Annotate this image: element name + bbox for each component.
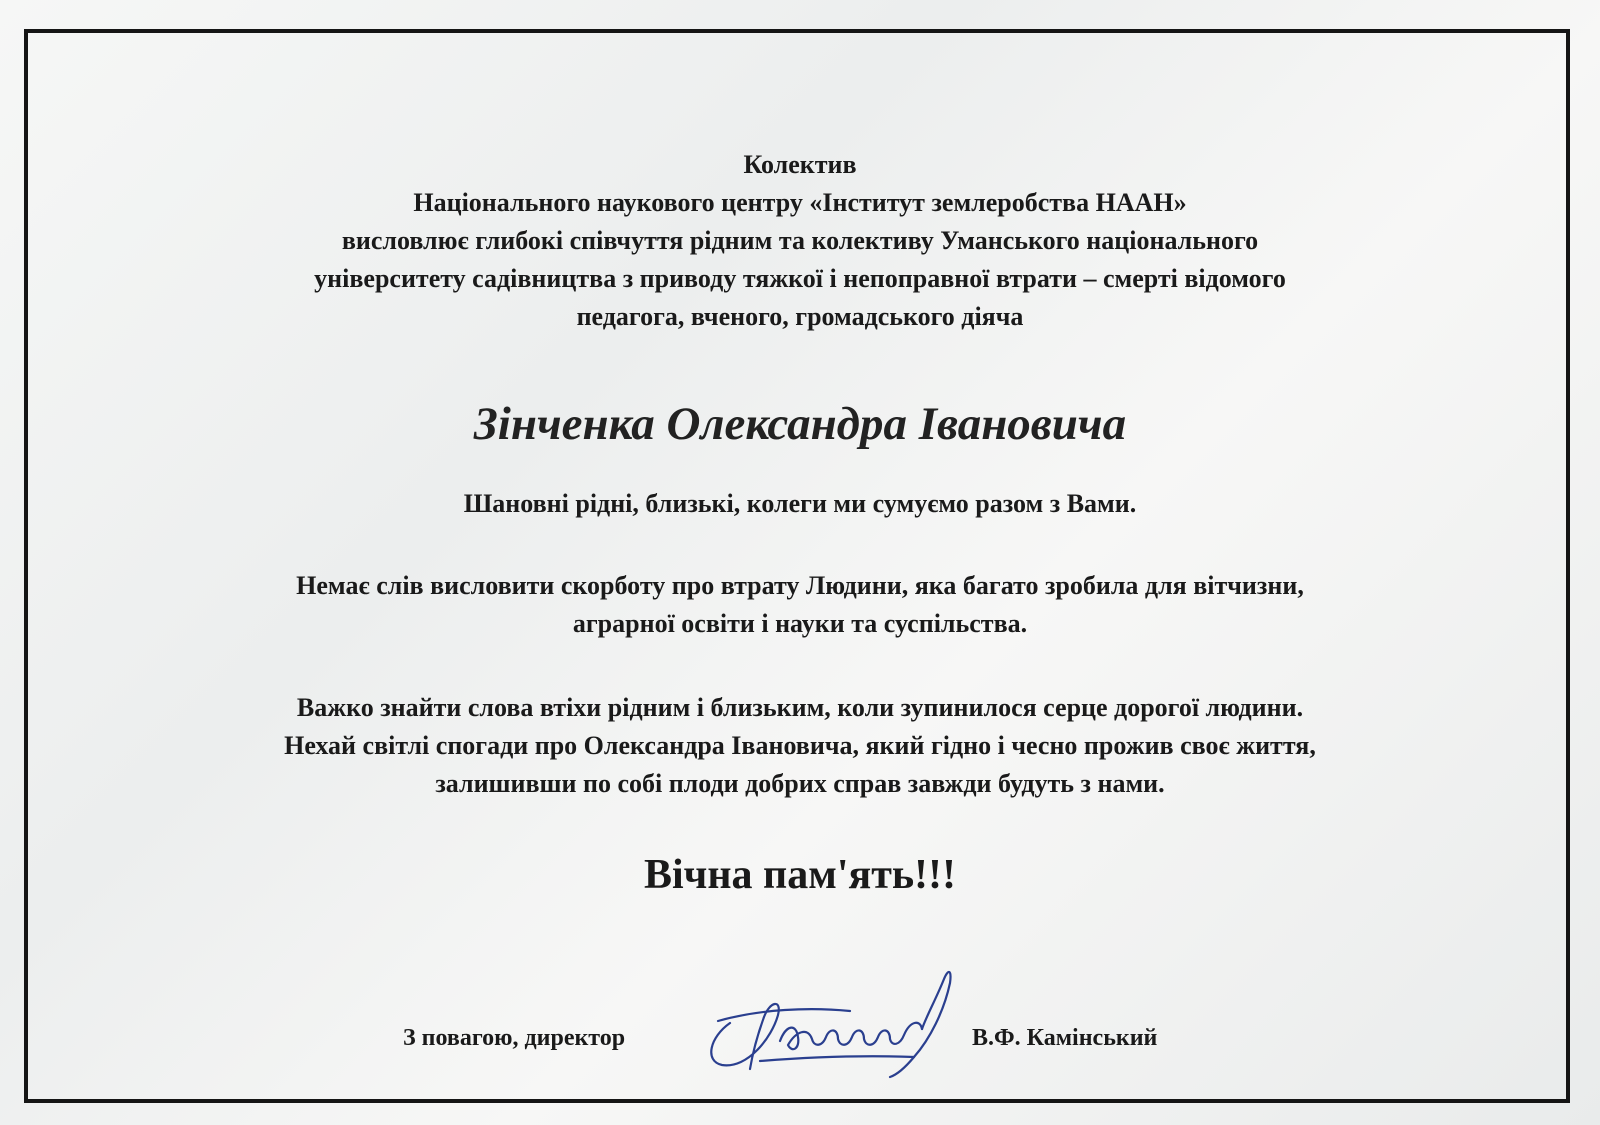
header-line: педагога, вченого, громадського діяча <box>576 302 1024 331</box>
greeting-line: Шановні рідні, близькі, колеги ми сумуємо разом з Вами. <box>463 489 1137 518</box>
paragraph-line: Немає слів висловити скорботу про втрату Людини, яка багато зробила для вітчизни, <box>296 571 1304 600</box>
condolence-header <box>40 146 1560 336</box>
eternal-memory-line: Вічна пам'ять!!! <box>643 852 957 898</box>
paragraph-line: аграрної освіти і науки та суспільства. <box>572 609 1028 638</box>
handwritten-signature <box>700 965 980 1085</box>
signer-name: В.Ф. Камінський <box>972 1025 1158 1051</box>
paragraph-line: залишивши по собі плоди добрих справ завжди будуть з нами. <box>435 769 1165 798</box>
header-line: Колектив <box>743 150 857 179</box>
signature-closing: З повагою, директор <box>403 1025 626 1051</box>
paragraph-line: Важко знайти слова втіхи рідним і близьким, коли зупинилося серце дорогої людини. <box>296 693 1304 722</box>
header-line: Національного наукового центру «Інститут землеробства НААН» <box>413 188 1187 217</box>
paragraph-line: Нехай світлі спогади про Олександра Івановича, який гідно і чесно прожив своє життя, <box>284 731 1316 760</box>
header-line: висловлює глибокі співчуття рідним та колективу Уманського національного <box>341 226 1259 255</box>
deceased-name: Зінченка Олександра Івановича <box>473 398 1127 450</box>
paragraph-1 <box>40 567 1560 643</box>
header-line: університету садівництва з приводу тяжкої і непоправної втрати – смерті відомого <box>314 264 1286 293</box>
paragraph-2 <box>40 689 1560 803</box>
